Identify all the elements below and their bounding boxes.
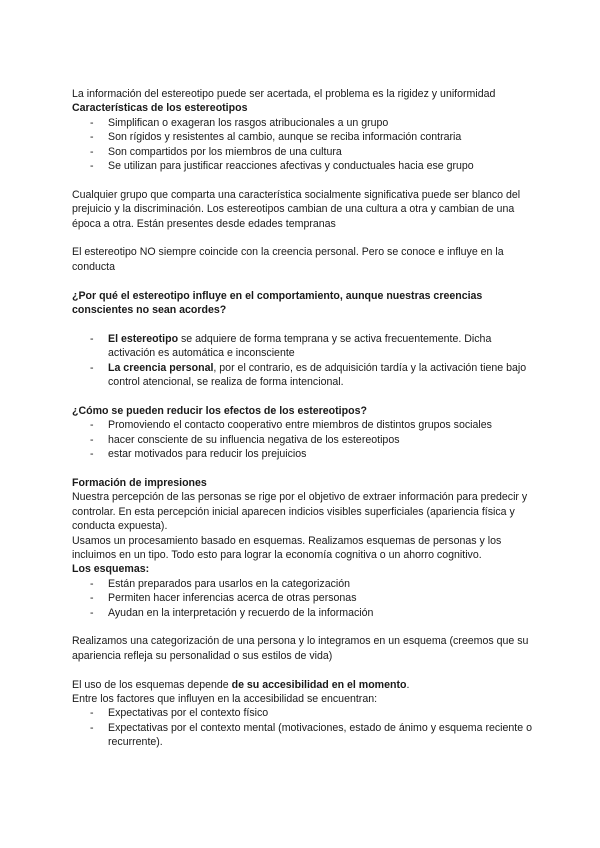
- list-item: - Expectativas por el contexto mental (motivaciones, estado de ánimo y esquema reciente o recurrente).: [72, 721, 532, 750]
- list-item: [72, 332, 532, 361]
- list-item: [72, 361, 532, 390]
- accesibilidad-post: .: [406, 678, 410, 691]
- accesibilidad-line: [72, 678, 532, 692]
- list-item: - Son compartidos por los miembros de una cultura: [72, 145, 532, 159]
- factores-line: Entre los factores que influyen en la accesibilidad se encuentran:: [72, 692, 378, 705]
- list-item: - Permiten hacer inferencias acerca de otras personas: [72, 591, 532, 605]
- factores-list: [72, 706, 532, 749]
- accesibilidad-bold: de su accesibilidad en el momento: [231, 678, 407, 691]
- creencia-paragraph: El estereotipo NO siempre coincide con la creencia personal. Pero se conoce e influye en la conducta: [72, 246, 504, 273]
- list-item: - hacer consciente de su influencia negativa de los estereotipos: [72, 433, 532, 447]
- estereotipo-term: El estereotipo: [108, 332, 179, 345]
- document-page: [72, 87, 532, 750]
- creencia-term: La creencia personal: [108, 361, 214, 374]
- formacion-heading: Formación de impresiones: [72, 476, 207, 489]
- blanco-paragraph: Cualquier grupo que comparta una característica socialmente significativa puede ser blanco del prejuicio y la discriminación. Los estereotipos cambian de una cultura a otra y cambian de una época a otra. Están presentes desde edades tempranas: [72, 188, 521, 230]
- list-item: - Promoviendo el contacto cooperativo entre miembros de distintos grupos sociales: [72, 418, 532, 432]
- intro-text: La información del estereotipo puede ser acertada, el problema es la rigidez y uniformidad: [72, 88, 496, 100]
- caracteristicas-heading: Características de los estereotipos: [72, 102, 248, 115]
- por-que-heading: ¿Por qué el estereotipo influye en el comportamiento, aunque nuestras creencias conscientes no sean acordes?: [72, 289, 483, 317]
- reducir-list: [72, 418, 532, 461]
- formacion-paragraph-1: Nuestra percepción de las personas se rige por el objetivo de extraer información para predecir y controlar. En esta percepción inicial aparecen indicios visibles superficiales (apariencia física y conducta expuesta).: [72, 491, 528, 533]
- list-item: - Son rígidos y resistentes al cambio, aunque se reciba información contraria: [72, 130, 532, 144]
- list-item: - estar motivados para reducir los prejuicios: [72, 447, 532, 461]
- esquemas-list: [72, 577, 532, 620]
- formacion-paragraph-2: Usamos un procesamiento basado en esquemas. Realizamos esquemas de personas y los incluimos en un tipo. Todo esto para lograr la economía cognitiva o un ahorro cognitivo.: [72, 534, 502, 561]
- list-item: - Están preparados para usarlos en la categorización: [72, 577, 532, 591]
- list-item: - Ayudan en la interpretación y recuerdo de la información: [72, 606, 532, 620]
- list-item: - Se utilizan para justificar reacciones afectivas y conductuales hacia ese grupo: [72, 159, 532, 173]
- categorizacion-paragraph: Realizamos una categorización de una persona y lo integramos en un esquema (creemos que su apariencia refleja su personalidad o sus estilos de vida): [72, 635, 529, 662]
- reducir-heading: ¿Cómo se pueden reducir los efectos de los estereotipos?: [72, 404, 367, 417]
- list-item: - Simplifican o exageran los rasgos atribucionales a un grupo: [72, 116, 532, 130]
- caracteristicas-list: [72, 116, 532, 174]
- list-item: - Expectativas por el contexto físico: [72, 706, 532, 720]
- estereotipo-desc: se adquiere de forma temprana y se activa frecuentemente. Dicha activación es automática e inconsciente: [108, 332, 492, 360]
- accesibilidad-pre: El uso de los esquemas depende: [72, 678, 232, 691]
- creencia-desc: , por el contrario, es de adquisición tardía y la activación tiene bajo control atencional, se realiza de forma intencional.: [108, 361, 527, 389]
- por-que-list: [72, 332, 532, 390]
- esquemas-heading: Los esquemas:: [72, 563, 150, 576]
